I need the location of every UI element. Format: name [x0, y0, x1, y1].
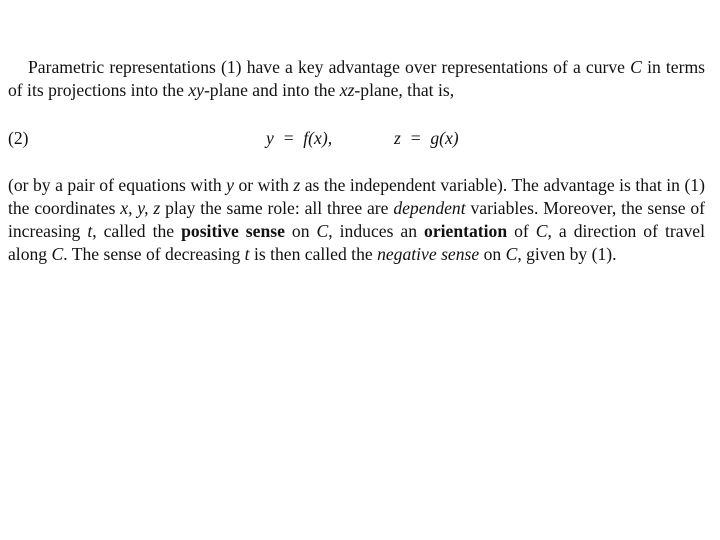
equation-y-of-x: y = f(x), [266, 128, 333, 148]
math-plane-xy: xy [188, 80, 204, 100]
text-run: -plane, that is, [354, 80, 455, 100]
equation-number: (2) [8, 128, 29, 148]
text-run: play the same role: all three are [160, 198, 394, 218]
math-vars-xyz: x, y, z [120, 198, 161, 218]
math-var-t: t [87, 221, 93, 241]
term-positive-sense: positive sense [181, 221, 285, 241]
math-var-C: C [51, 244, 64, 264]
math-plane-xz: xz [339, 80, 355, 100]
emphasis-negative-sense: negative sense [377, 244, 480, 264]
text-run: , given by (1). [517, 244, 617, 264]
math-var-y: y [226, 175, 234, 195]
term-orientation: orientation [424, 221, 508, 241]
text-run: , a direction of travel along [8, 221, 705, 264]
math-var-C: C [630, 57, 642, 77]
equation-z-of-x: z = g(x) [394, 128, 459, 148]
text-run: (or by a pair of equations with [8, 175, 227, 195]
text-run: is then called the [249, 244, 378, 264]
math-var-z: z [293, 175, 301, 195]
text-run: as the independent variable). The advantage is that in (1) the coordinates [8, 175, 705, 218]
emphasis-dependent: dependent [393, 198, 466, 218]
text-run: -plane and into the [203, 80, 340, 100]
math-var-C: C [535, 221, 548, 241]
text-run: variables. Moreover, the sense of increasing [8, 198, 706, 241]
math-var-C: C [505, 244, 518, 264]
text-run: on [284, 221, 317, 241]
text-run: , induces an [328, 221, 425, 241]
math-var-C: C [316, 221, 329, 241]
text-run: on [479, 244, 506, 264]
text-run: . The sense of decreasing [63, 244, 245, 264]
text-run: Parametric representations (1) have a key advantage over representations of a curve [28, 57, 631, 77]
text-run: or with [233, 175, 294, 195]
text-run: in terms of its projections into the [8, 57, 705, 100]
text-run: of [507, 221, 536, 241]
explanation-paragraph [8, 174, 705, 266]
text-run: , called the [92, 221, 182, 241]
equation-2 [8, 127, 708, 151]
intro-paragraph [8, 56, 705, 102]
math-var-t: t [244, 244, 250, 264]
